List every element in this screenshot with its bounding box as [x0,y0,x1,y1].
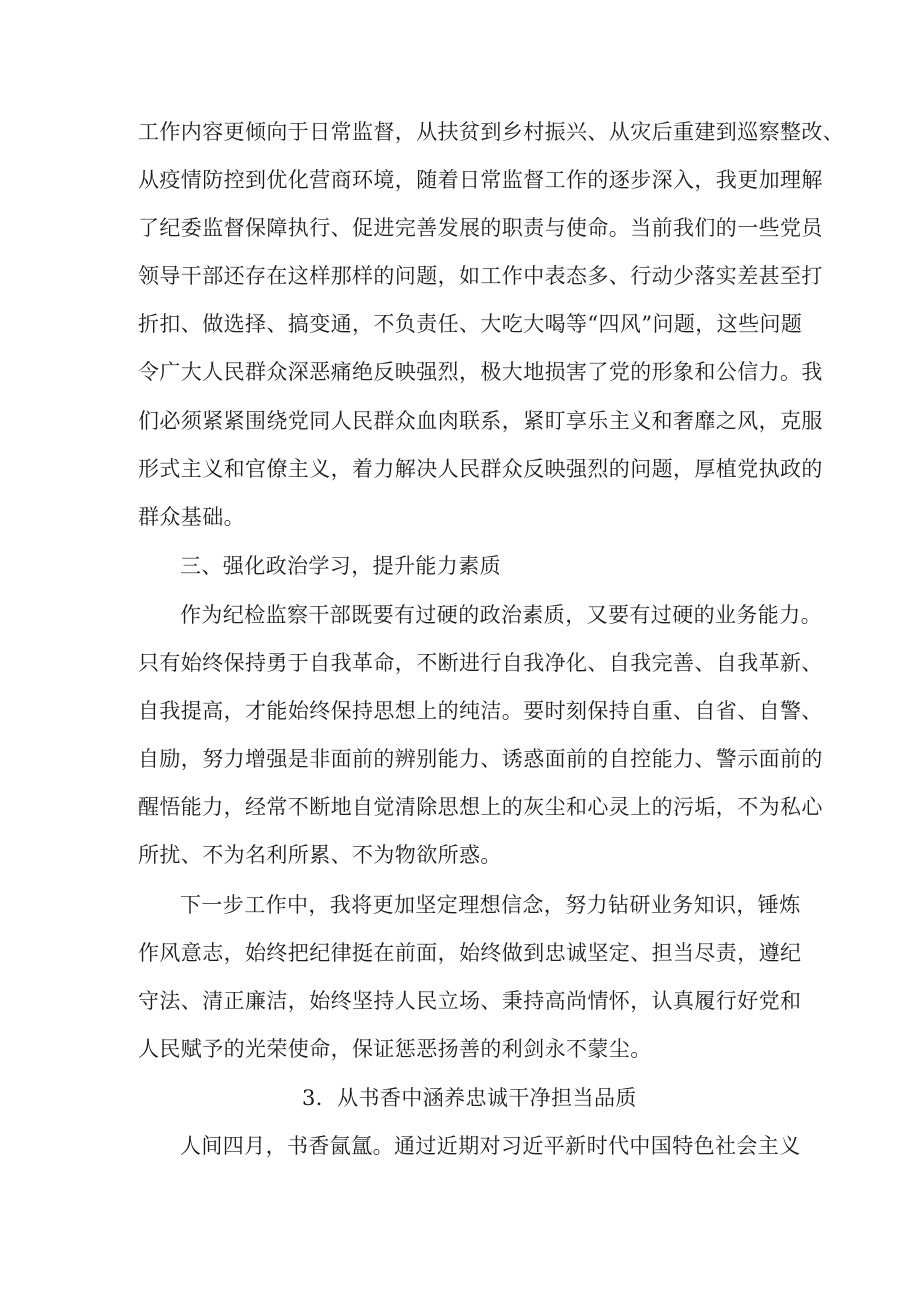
text-line: 人间四月，书香氤氲。通过近期对习近平新时代中国特色社会主义 [180,1134,801,1158]
text-line: 下一步工作中，我将更加坚定理想信念，努力钻研业务知识，锤炼 [180,893,801,917]
text-line: 从疫情防控到优化营商环境，随着日常监督工作的逐步深入，我更加理解 [138,168,823,192]
text-line: 令广大人民群众深恶痛绝反映强烈，极大地损害了党的形象和公信力。我 [138,360,823,384]
text-line: 领导干部还存在这样那样的问题，如工作中表态多、行动少落实差甚至打 [138,264,823,288]
text-line: 们必须紧紧围绕党同人民群众血肉联系，紧盯享乐主义和奢靡之风，克服 [138,409,823,433]
text-line: 作风意志，始终把纪律挺在前面，始终做到忠诚坚定、担当尽责，遵纪 [138,941,802,965]
text-line: 形式主义和官僚主义，着力解决人民群众反映强烈的问题，厚植党执政的 [138,457,823,481]
text-line: 自励，努力增强是非面前的辨别能力、诱惑面前的自控能力、警示面前的 [138,747,823,771]
text-line: 自我提高，才能始终保持思想上的纯洁。要时刻保持自重、自省、自警、 [138,699,823,723]
text-line: 所扰、不为名利所累、不为物欲所惑。 [138,843,502,867]
text-line: 了纪委监督保障执行、促进完善发展的职责与使命。当前我们的一些党员 [138,216,823,240]
text-line: 工作内容更倾向于日常监督，从扶贫到乡村振兴、从灾后重建到巡察整改、 [138,120,845,144]
section-heading: 三、强化政治学习，提升能力素质 [180,554,501,578]
text-line: 醒悟能力，经常不断地自觉清除思想上的灰尘和心灵上的污垢，不为私心 [138,795,823,819]
text-line: 折扣、做选择、搞变通，不负责任、大吃大喝等“四风”问题，这些问题 [138,312,803,336]
text-line: 群众基础。 [138,505,245,529]
subsection-title: 3．从书香中涵养忠诚干净担当品质 [302,1086,637,1110]
text-line: 只有始终保持勇于自我革命，不断进行自我净化、自我完善、自我革新、 [138,651,823,675]
text-line: 人民赋予的光荣使命，保证惩恶扬善的利剑永不蒙尘。 [138,1037,652,1061]
text-line: 作为纪检监察干部既要有过硬的政治素质，又要有过硬的业务能力。 [180,603,822,627]
text-line: 守法、清正廉洁，始终坚持人民立场、秉持高尚情怀，认真履行好党和 [138,989,802,1013]
